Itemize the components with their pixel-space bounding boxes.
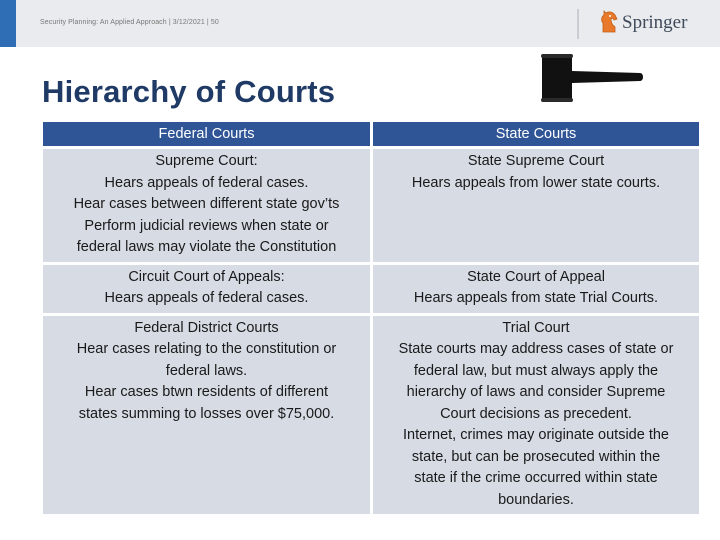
cell-title: Federal District Courts	[134, 319, 279, 336]
cell-title: Trial Court	[502, 319, 570, 336]
cell-body: Hears appeals from lower state courts.	[411, 174, 661, 191]
cell-state-supreme-court	[373, 149, 699, 262]
cell-body: State courts may address cases of state or federal law, but must always apply the hierarchy of laws and consider Supreme Court decisions as precedent. Internet, crimes may originate outside the state, but can be prosecuted within the state if the crime occurred within state boundaries.	[398, 341, 674, 508]
table-row	[43, 149, 699, 262]
cell-title: Supreme Court:	[155, 153, 258, 169]
springer-horse-icon	[598, 8, 620, 34]
header-divider	[577, 9, 579, 39]
cell-circuit-court	[43, 265, 370, 313]
cell-title: State Court of Appeal	[467, 268, 605, 285]
logo-wordmark: Springer	[622, 12, 688, 33]
cell-body: Hears appeals of federal cases. Hear cases between different state gov’ts Perform judicial reviews when state or federal laws may violate the Constitution	[73, 174, 340, 255]
cell-body: Hears appeals of federal cases.	[104, 290, 309, 306]
springer-logo	[598, 8, 694, 36]
column-header-state: State Courts	[373, 122, 699, 146]
gavel-icon	[538, 52, 646, 109]
table-row	[43, 265, 699, 313]
cell-federal-district-courts	[43, 316, 370, 515]
cell-state-court-of-appeal	[373, 265, 699, 313]
cell-trial-court	[373, 316, 699, 515]
cell-supreme-court	[43, 149, 370, 262]
courts-table	[40, 119, 702, 517]
footer-citation: Security Planning: An Applied Approach | 3/12/2021 | 50	[40, 19, 219, 26]
cell-body: Hears appeals from state Trial Courts.	[413, 290, 659, 306]
cell-title: Circuit Court of Appeals:	[128, 268, 285, 285]
page-title: Hierarchy of Courts	[42, 74, 336, 109]
accent-bar	[0, 0, 16, 47]
table-row	[43, 316, 699, 515]
column-header-federal: Federal Courts	[43, 122, 370, 146]
cell-body: Hear cases relating to the constitution or federal laws. Hear cases btwn residents of different states summing to losses over $75,000.	[76, 341, 337, 422]
cell-title: State Supreme Court	[467, 153, 605, 169]
